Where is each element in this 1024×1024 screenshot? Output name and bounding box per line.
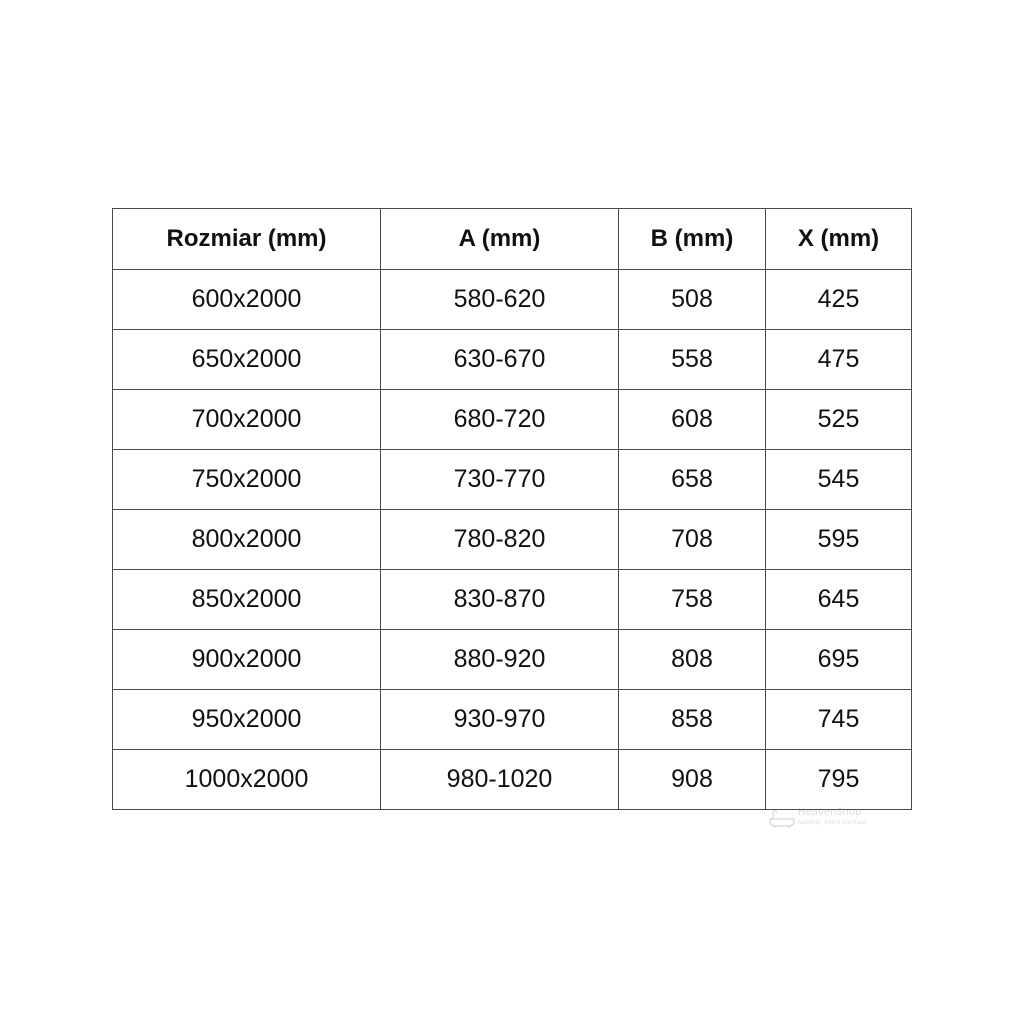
cell-a: 580-620 bbox=[381, 270, 619, 330]
cell-a: 880-920 bbox=[381, 630, 619, 690]
cell-x: 695 bbox=[766, 630, 912, 690]
cell-x: 425 bbox=[766, 270, 912, 330]
table-row bbox=[113, 390, 912, 450]
cell-x: 475 bbox=[766, 330, 912, 390]
cell-x: 795 bbox=[766, 750, 912, 810]
cell-a: 830-870 bbox=[381, 570, 619, 630]
size-table bbox=[112, 208, 912, 810]
cell-rozmiar: 850x2000 bbox=[113, 570, 381, 630]
table-row bbox=[113, 510, 912, 570]
cell-b: 658 bbox=[619, 450, 766, 510]
cell-a: 780-820 bbox=[381, 510, 619, 570]
table-row bbox=[113, 750, 912, 810]
watermark-tagline: łazienki, które kochasz bbox=[798, 819, 867, 826]
table-row bbox=[113, 270, 912, 330]
cell-b: 608 bbox=[619, 390, 766, 450]
cell-rozmiar: 700x2000 bbox=[113, 390, 381, 450]
header-rozmiar: Rozmiar (mm) bbox=[113, 209, 381, 270]
cell-x: 525 bbox=[766, 390, 912, 450]
cell-b: 758 bbox=[619, 570, 766, 630]
header-b: B (mm) bbox=[619, 209, 766, 270]
header-x: X (mm) bbox=[766, 209, 912, 270]
cell-x: 595 bbox=[766, 510, 912, 570]
cell-a: 730-770 bbox=[381, 450, 619, 510]
cell-x: 645 bbox=[766, 570, 912, 630]
cell-a: 630-670 bbox=[381, 330, 619, 390]
cell-b: 908 bbox=[619, 750, 766, 810]
cell-rozmiar: 800x2000 bbox=[113, 510, 381, 570]
bathtub-logo-icon bbox=[768, 810, 796, 828]
cell-b: 858 bbox=[619, 690, 766, 750]
cell-a: 930-970 bbox=[381, 690, 619, 750]
watermark bbox=[768, 806, 878, 832]
cell-rozmiar: 900x2000 bbox=[113, 630, 381, 690]
table-row bbox=[113, 570, 912, 630]
cell-rozmiar: 600x2000 bbox=[113, 270, 381, 330]
cell-b: 708 bbox=[619, 510, 766, 570]
cell-b: 558 bbox=[619, 330, 766, 390]
cell-b: 508 bbox=[619, 270, 766, 330]
cell-x: 545 bbox=[766, 450, 912, 510]
table-row bbox=[113, 330, 912, 390]
cell-a: 980-1020 bbox=[381, 750, 619, 810]
cell-rozmiar: 950x2000 bbox=[113, 690, 381, 750]
cell-rozmiar: 750x2000 bbox=[113, 450, 381, 510]
cell-x: 745 bbox=[766, 690, 912, 750]
cell-b: 808 bbox=[619, 630, 766, 690]
table-row bbox=[113, 450, 912, 510]
header-a: A (mm) bbox=[381, 209, 619, 270]
cell-rozmiar: 650x2000 bbox=[113, 330, 381, 390]
watermark-name: HeavenShop bbox=[798, 807, 862, 818]
table-row bbox=[113, 690, 912, 750]
table-row bbox=[113, 630, 912, 690]
cell-rozmiar: 1000x2000 bbox=[113, 750, 381, 810]
header-row bbox=[113, 209, 912, 270]
cell-a: 680-720 bbox=[381, 390, 619, 450]
